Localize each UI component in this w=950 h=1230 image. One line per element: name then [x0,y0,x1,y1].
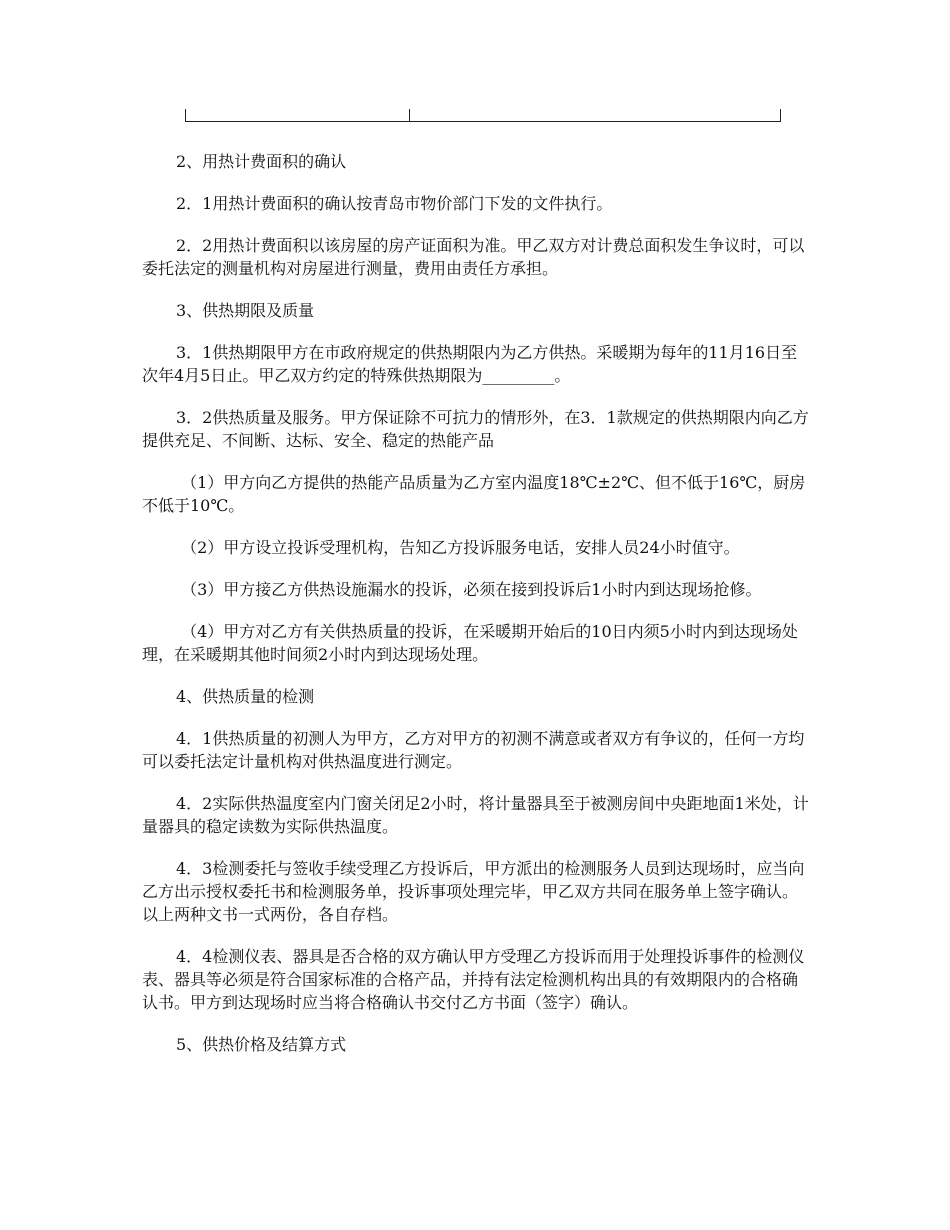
table-bottom-line [185,121,781,122]
section-heading-quality-check: 4、供热质量的检测 [176,687,315,706]
clause-4-1: 4．1供热质量的初测人为甲方，乙方对甲方的初测不满意或者双方有争议的，任何一方均可以委托法定计量机构对供热温度进行测定。 [142,729,805,771]
section-heading-heating-period: 3、供热期限及质量 [176,301,315,320]
section-heading-heat-area: 2、用热计费面积的确认 [176,152,347,171]
section-heading-price-settlement: 5、供热价格及结算方式 [176,1035,347,1054]
clause-2-1: 2．1用热计费面积的确认按青岛市物价部门下发的文件执行。 [176,194,613,213]
clause-3-2-item-1: （1）甲方向乙方提供的热能产品质量为乙方室内温度18℃±2℃、但不低于16℃，厨房不低于10℃。 [142,473,806,515]
table-bottom-border [185,106,781,122]
clause-3-2: 3．2供热质量及服务。甲方保证除不可抗力的情形外，在3．1款规定的供热期限内向乙方提供充足、不间断、达标、安全、稳定的热能产品 [142,408,809,450]
clause-3-2-item-2: （2）甲方设立投诉受理机构，告知乙方投诉服务电话，安排人员24小时值守。 [176,538,740,557]
clause-4-2: 4．2实际供热温度室内门窗关闭足2小时，将计量器具至于被测房间中央距地面1米处，计量器具的稳定读数为实际供热温度。 [142,794,809,836]
document-body [142,150,810,1075]
clause-4-4: 4．4检测仪表、器具是否合格的双方确认甲方受理乙方投诉而用于处理投诉事件的检测仪表、器具等必须是符合国家标准的合格产品，并持有法定检测机构出具的有效期限内的合格确认书。甲方到达现场时应当将合格确认书交付乙方书面（签字）确认。 [142,947,805,1012]
clause-3-1: 3．1供热期限甲方在市政府规定的供热期限内为乙方供热。采暖期为每年的11月16日至次年4月5日止。甲乙双方约定的特殊供热期限为_________。 [142,343,798,385]
clause-3-2-item-3: （3）甲方接乙方供热设施漏水的投诉，必须在接到投诉后1小时内到达现场抢修。 [176,580,762,599]
clause-4-3: 4．3检测委托与签收手续受理乙方投诉后，甲方派出的检测服务人员到达现场时，应当向乙方出示授权委托书和检测服务单，投诉事项处理完毕，甲乙双方共同在服务单上签字确认。以上两种文书一式两份，各自存档。 [142,859,805,924]
clause-3-2-item-4: （4）甲方对乙方有关供热质量的投诉，在采暖期开始后的10日内须5小时内到达现场处理，在采暖期其他时间须2小时内到达现场处理。 [142,622,798,664]
clause-2-2: 2．2用热计费面积以该房屋的房产证面积为准。甲乙双方对计费总面积发生争议时，可以委托法定的测量机构对房屋进行测量，费用由责任方承担。 [142,236,805,278]
